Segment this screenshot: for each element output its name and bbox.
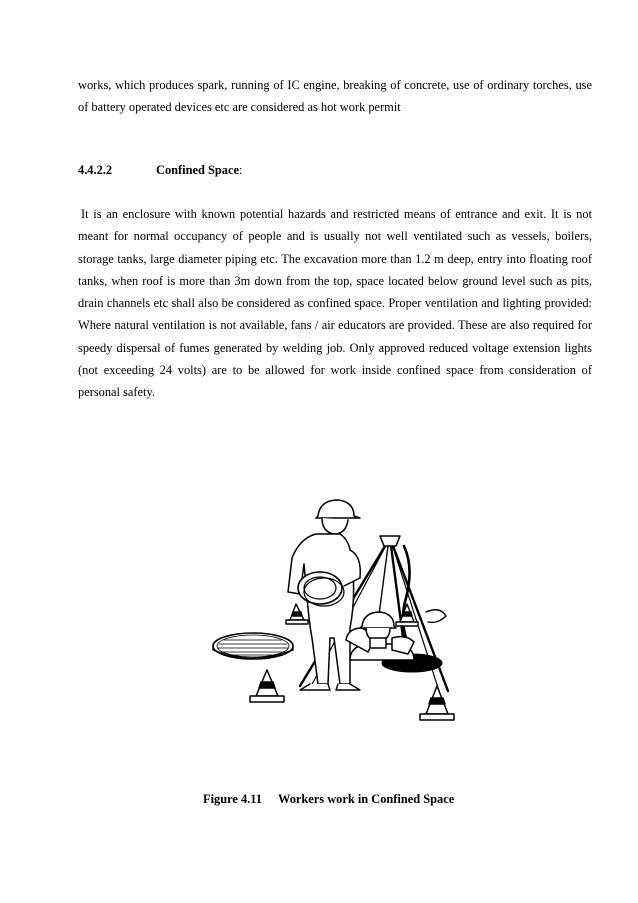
section-number: 4.4.2.2 — [78, 163, 113, 177]
traffic-cone-front-left — [250, 670, 284, 702]
manhole-cover — [213, 633, 293, 659]
section-title: Confined Space — [156, 163, 239, 177]
figure-number: Figure 4.11 — [203, 792, 262, 806]
section-title-wrap — [156, 163, 242, 178]
standing-worker — [288, 500, 360, 690]
paragraph-hot-work: works, which produces spark, running of IC engine, breaking of concrete, use of ordinary torches, use of battery operated devices etc are considered as hot work permit — [78, 78, 592, 115]
figure-title: Workers work in Confined Space — [277, 792, 455, 806]
traffic-cone-small-left — [286, 604, 308, 624]
confined-space-illustration — [200, 488, 480, 738]
figure-caption — [203, 792, 454, 807]
paragraph-confined-space: It is an enclosure with known potential hazards and restricted means of entrance and exit. It is not meant for normal occupancy of people and is usually not well ventilated such as vessels, boilers, storage tanks, large diameter piping etc. The excavation more than 1.2 m deep, entry into floating roof tanks, when roof is more than 3m down from the top, space located below ground level such as pits, drain channels etc shall also be considered as confined space. Proper ventilation and lighting provided: Where natural ventilation is not available, fans / air educators are provided. These are also required for speedy dispersal of fumes generated by welding job. Only approved reduced voltage extension lights (not exceeding 24 volts) are to be allowed for work inside confined space from consideration of personal safety. — [78, 207, 592, 400]
section-colon: : — [238, 163, 243, 177]
